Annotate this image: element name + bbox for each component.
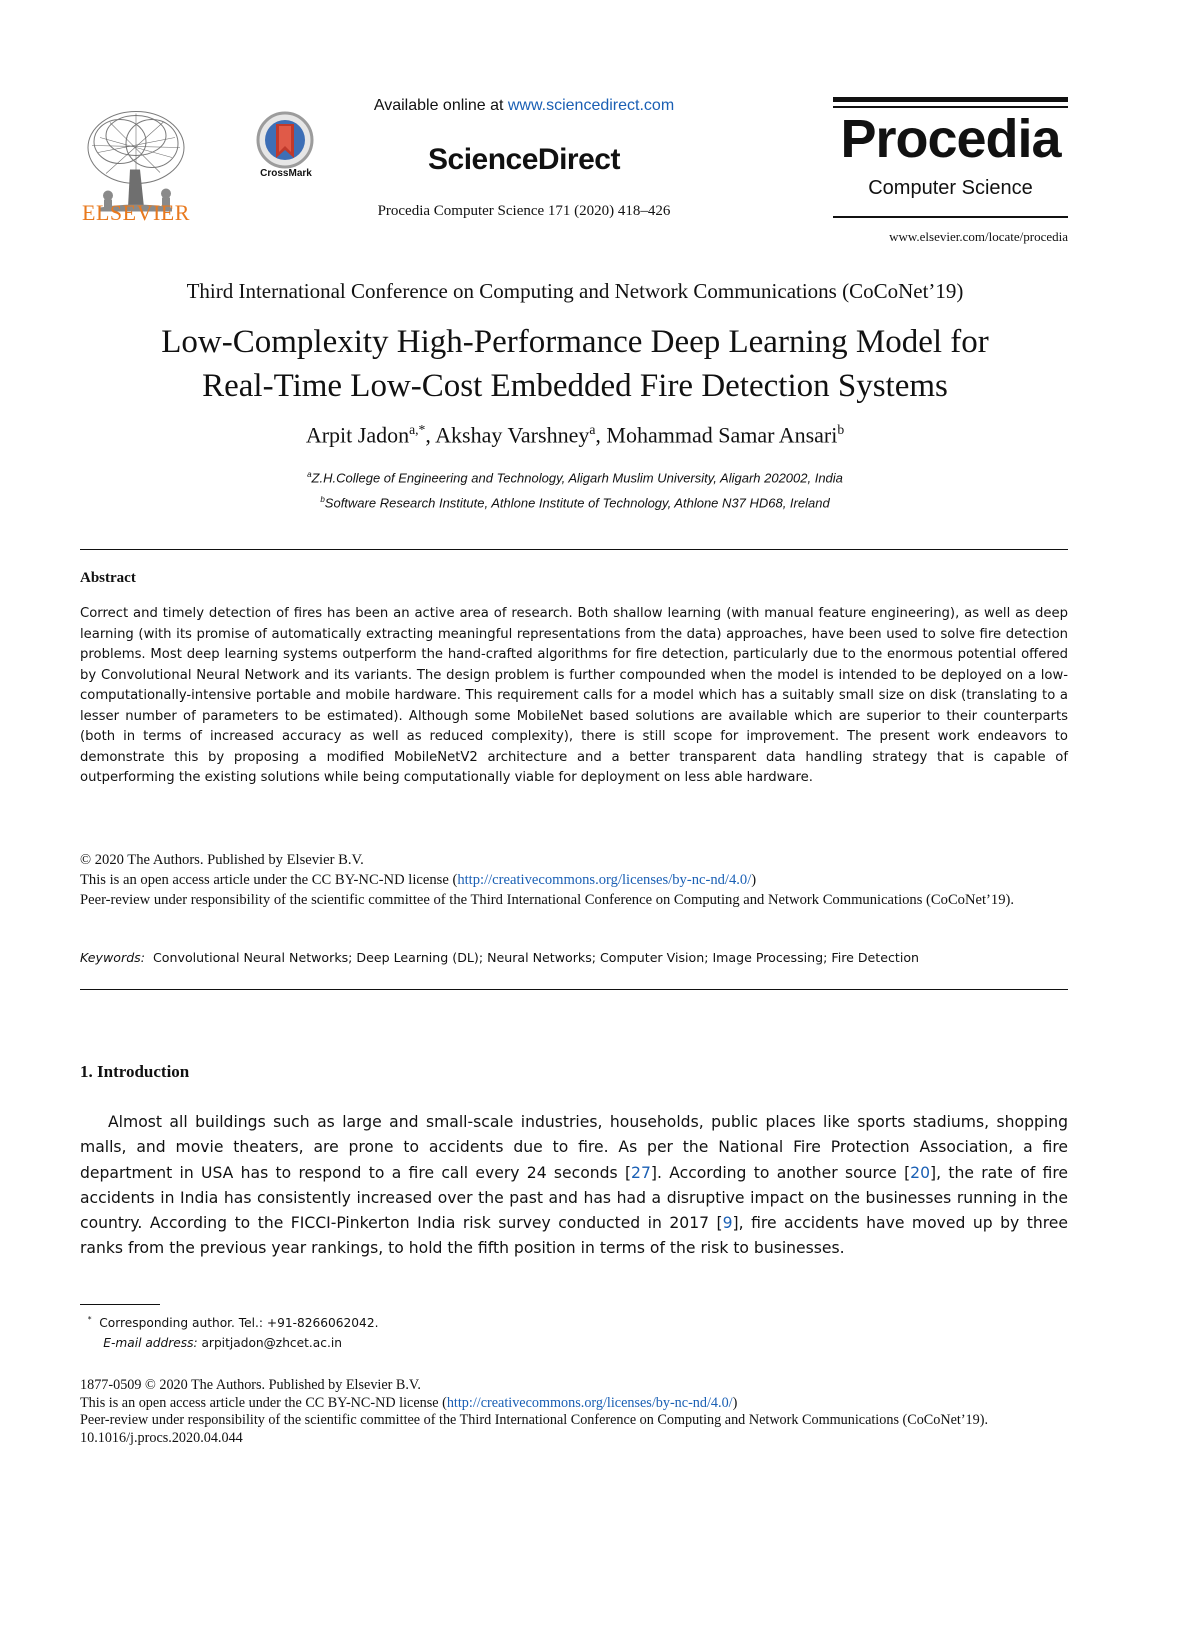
affiliation-sup: a xyxy=(307,470,312,479)
citation-link[interactable]: 20 xyxy=(910,1163,930,1182)
bottom-license-link[interactable]: http://creativecommons.org/licenses/by-nc-nd/4.0/ xyxy=(446,1394,733,1411)
open-access-line xyxy=(80,870,1068,890)
email-label: E-mail address: xyxy=(103,1336,198,1351)
open-access-prefix: This is an open access article under the CC BY-NC-ND license ( xyxy=(80,872,458,888)
footnote-mark: * xyxy=(87,1315,92,1324)
author-list: Arpit Jadon$^{a,*}$, Akshay Varshney$^a$, Mohammad Samar Ansari$^b$ xyxy=(305,422,845,448)
footnote-rule xyxy=(80,1304,160,1305)
abstract-heading: Abstract xyxy=(80,570,136,586)
conference-name: Third International Conference on Computing and Network Communications (CoCoNet’19) xyxy=(186,279,964,303)
citation-link[interactable]: 27 xyxy=(631,1163,651,1182)
bottom-matter xyxy=(80,1377,1068,1447)
crossmark-label: CrossMark xyxy=(260,168,312,179)
intro-text: ], the rate of fire accidents in India has consistently increased over the past and has had a disruptive impact on the businesses running in the country. According to the FICCI-Pinkerton India risk survey conducted in 2017 [ xyxy=(80,1163,1069,1233)
corresponding-author-text: Corresponding author. Tel.: +91-8266062042. xyxy=(99,1316,379,1331)
license-link[interactable]: http://creativecommons.org/licenses/by-nc-nd/4.0/ xyxy=(457,872,752,888)
author-sup: a xyxy=(589,422,596,437)
affiliation-text: Software Research Institute, Athlone Institute of Technology, Athlone N37 HD68, Ireland xyxy=(324,495,830,511)
affiliation-b xyxy=(0,489,1150,514)
author-sup: b xyxy=(837,422,845,437)
keywords-text: Convolutional Neural Networks; Deep Learning (DL); Neural Networks; Computer Vision; Image Processing; Fire Detection xyxy=(153,950,920,965)
email-address[interactable]: arpitjadon@zhcet.ac.in xyxy=(201,1336,342,1351)
bottom-open-access-line xyxy=(80,1395,1068,1413)
peer-review-line: Peer-review under responsibility of the scientific committee of the Third International Conference on Computing and Network Communications (CoCoNet’19). xyxy=(80,892,1015,908)
author-name: Akshay Varshney xyxy=(435,422,590,448)
sciencedirect-link[interactable]: www.sciencedirect.com xyxy=(507,97,675,114)
intro-text: ]. According to another source [ xyxy=(650,1163,911,1182)
procedia-bottom-rule xyxy=(833,216,1068,218)
doi-line[interactable]: 10.1016/j.procs.2020.04.044 xyxy=(80,1429,243,1446)
available-online-line xyxy=(334,97,714,115)
sciencedirect-wordmark: ScienceDirect xyxy=(428,143,620,176)
procedia-logo: Procedia xyxy=(840,109,1061,169)
corresponding-author-footnote xyxy=(80,1310,1068,1333)
open-access-suffix: ) xyxy=(751,872,757,888)
bottom-peer-review-line: Peer-review under responsibility of the scientific committee of the Third International Conference on Computing and Network Communications (CoCoNet’19). xyxy=(80,1412,989,1428)
introduction-paragraph xyxy=(80,1110,1068,1262)
elsevier-wordmark: ELSEVIER xyxy=(82,200,190,225)
rule-thick xyxy=(833,97,1068,102)
journal-reference: Procedia Computer Science 171 (2020) 418–426 xyxy=(377,203,671,219)
copyright-line: © 2020 The Authors. Published by Elsevier B.V. xyxy=(80,852,364,868)
issn-line: 1877-0509 © 2020 The Authors. Published by Elsevier B.V. xyxy=(80,1377,421,1393)
procedia-top-rules xyxy=(833,97,1068,108)
license-block xyxy=(80,850,1068,910)
affiliations xyxy=(0,464,1150,515)
paper-title xyxy=(0,320,1150,408)
keywords-line xyxy=(80,950,1068,965)
section-heading-introduction: 1. Introduction xyxy=(80,1062,190,1081)
intro-text: Almost all buildings such as large and small-scale industries, households, public places like sports stadiums, shopping malls, and movie theaters, are prone to accidents due to fire. As per the National Fire Protection Association, a fire department in USA has to respond to a fire call every 24 seconds [ xyxy=(80,1113,1068,1182)
affiliation-a xyxy=(0,464,1150,489)
open-access-suffix: ) xyxy=(732,1394,738,1411)
author-name: Mohammad Samar Ansari xyxy=(606,422,838,448)
author-sup: a,* xyxy=(409,422,426,437)
email-footnote xyxy=(80,1333,1068,1353)
title-line-1: Low-Complexity High-Performance Deep Learning Model for xyxy=(161,324,989,360)
open-access-prefix: This is an open access article under the CC BY-NC-ND license ( xyxy=(80,1394,447,1411)
title-line-2: Real-Time Low-Cost Embedded Fire Detection Systems xyxy=(202,368,948,404)
affiliation-text: Z.H.College of Engineering and Technology, Aligarh Muslim University, Aligarh 202002, India xyxy=(311,470,843,486)
citation-link[interactable]: 9 xyxy=(722,1214,733,1233)
author-name: Arpit Jadon xyxy=(305,422,410,448)
divider-bottom xyxy=(80,989,1068,990)
divider-top xyxy=(80,549,1068,550)
intro-text: ], fire accidents have moved up by three ranks from the previous year rankings, to hold the fifth position in terms of the risk to businesses. xyxy=(80,1214,1068,1258)
available-online-prefix: Available online at xyxy=(373,97,508,114)
keywords-label: Keywords: xyxy=(80,950,145,965)
procedia-subtitle: Computer Science xyxy=(868,177,1033,199)
procedia-url[interactable]: www.elsevier.com/locate/procedia xyxy=(889,229,1068,244)
footnotes xyxy=(80,1310,1068,1353)
abstract-text: Correct and timely detection of fires has been an active area of research. Both shallow learning (with manual feature engineering), as well as deep learning (with its promise of automatically extracting meaningful representations from the data) approaches, have been used to solve fire detection problems. Most deep learning systems outperform the hand-crafted algorithms for fire detection, particularly due to the enormous potential offered by Convolutional Neural Network and its variants. The design problem is further compounded when the model is intended to be deployed on a low-computationally-intensive portable and mobile hardware. This requirement calls for a model which has a suitably small size on disk (translating to a lesser number of parameters to be estimated). Although some MobileNet based solutions are available which are superior to their counterparts (both in terms of increased accuracy as well as reduced complexity), there is still scope for improvement. The present work endeavors to demonstrate this by proposing a modified MobileNetV2 architecture and a better transparent data handling strategy that is capable of outperforming the existing solutions while being computationally viable for deployment on less able hardware. xyxy=(80,606,1068,785)
affiliation-sup: b xyxy=(320,495,325,505)
